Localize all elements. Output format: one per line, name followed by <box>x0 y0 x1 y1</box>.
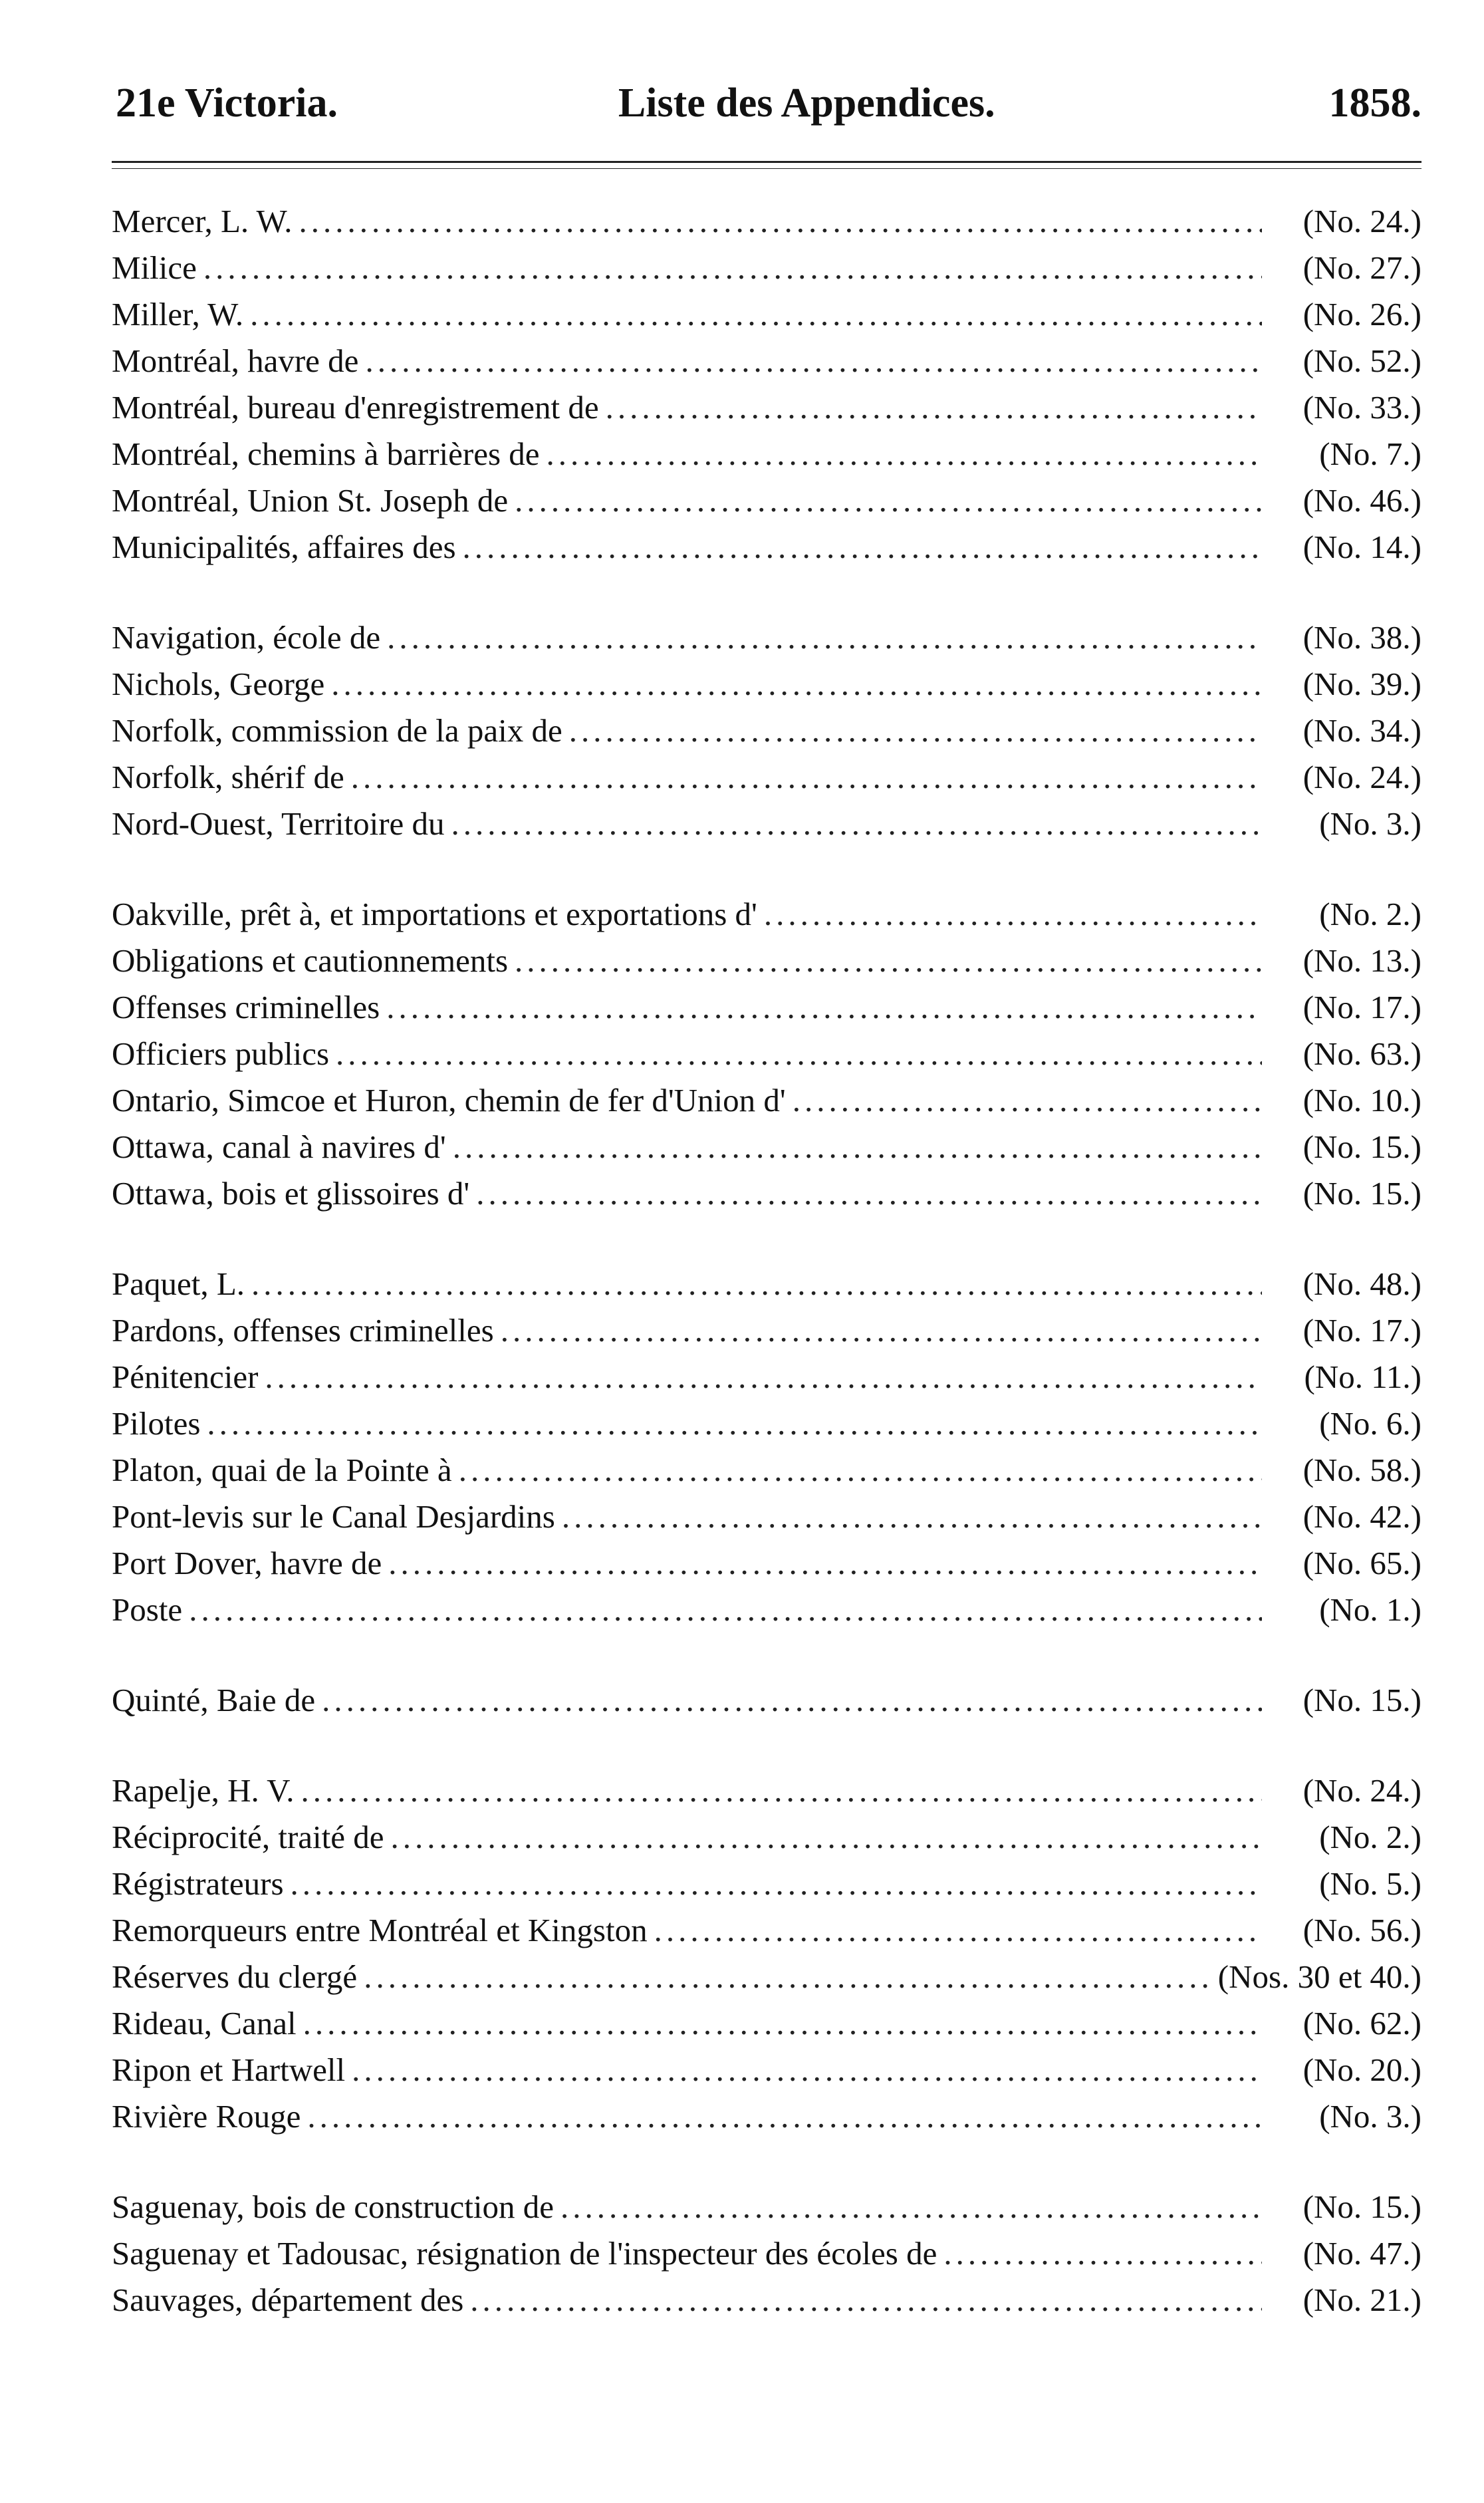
entry-term: Sauvages, département des <box>112 2282 464 2318</box>
entry-term: Régistrateurs <box>112 1865 284 1902</box>
dot-leader <box>322 1677 1262 1724</box>
index-entry <box>112 1494 1422 1540</box>
index-entry <box>112 198 1422 245</box>
index-section-o <box>112 891 1422 1217</box>
dot-leader <box>606 384 1262 431</box>
index-entry <box>112 1540 1422 1587</box>
entry-reference: (No. 6.) <box>1319 1405 1422 1442</box>
index-entry <box>112 2047 1422 2093</box>
index-entry <box>112 1814 1422 1861</box>
dot-leader <box>793 1077 1262 1124</box>
entry-term: Oakville, prêt à, et importations et exportations d' <box>112 896 757 932</box>
dot-leader <box>453 1124 1262 1170</box>
index-entry <box>112 938 1422 984</box>
header-year: 1858. <box>1328 80 1422 126</box>
index-entry <box>112 1170 1422 1217</box>
index-entry <box>112 1077 1422 1124</box>
dot-leader <box>654 1907 1262 1954</box>
dot-leader <box>501 1307 1262 1354</box>
index-entry <box>112 801 1422 847</box>
dot-leader <box>265 1354 1262 1400</box>
entry-term: Rapelje, H. V. <box>112 1772 295 1809</box>
entry-term: Norfolk, commission de la paix de <box>112 712 562 749</box>
entry-reference: (No. 27.) <box>1302 249 1422 286</box>
index-entry <box>112 524 1422 571</box>
index-entry <box>112 1861 1422 1907</box>
index-entry <box>112 984 1422 1031</box>
page-header <box>112 80 1422 146</box>
entry-reference: (No. 15.) <box>1302 1128 1422 1165</box>
entry-term: Municipalités, affaires des <box>112 529 456 565</box>
entry-term: Pilotes <box>112 1405 201 1442</box>
index-entry <box>112 1587 1422 1633</box>
entry-term: Montréal, havre de <box>112 342 359 379</box>
dot-leader <box>386 984 1262 1031</box>
entry-reference: (No. 17.) <box>1302 1312 1422 1349</box>
entry-term: Obligations et cautionnements <box>112 942 509 979</box>
entry-term: Platon, quai de la Pointe à <box>112 1452 452 1488</box>
dot-leader <box>515 477 1262 524</box>
index-entry <box>112 891 1422 938</box>
index-entry <box>112 1447 1422 1494</box>
entry-reference: (No. 34.) <box>1302 712 1422 749</box>
dot-leader <box>203 245 1262 291</box>
dot-leader <box>364 1954 1211 2000</box>
index-entry <box>112 2000 1422 2047</box>
index-section-s <box>112 2184 1422 2323</box>
dot-leader <box>331 661 1262 708</box>
entry-reference: (No. 15.) <box>1302 1175 1422 1212</box>
index-entry <box>112 1031 1422 1077</box>
dot-leader <box>547 431 1262 477</box>
entry-reference: (No. 3.) <box>1319 2098 1422 2135</box>
entry-reference: (No. 5.) <box>1319 1865 1422 1902</box>
dot-leader <box>251 1261 1262 1307</box>
dot-leader <box>207 1400 1262 1447</box>
entry-term: Montréal, chemins à barrières de <box>112 436 540 472</box>
dot-leader <box>303 2000 1262 2047</box>
index-page <box>112 80 1422 2367</box>
entry-reference: (No. 2.) <box>1319 896 1422 932</box>
dot-leader <box>764 891 1262 938</box>
index-entry <box>112 2093 1422 2140</box>
dot-leader <box>336 1031 1262 1077</box>
entry-term: Ottawa, canal à navires d' <box>112 1128 446 1165</box>
dot-leader <box>569 708 1262 754</box>
entry-reference: (No. 14.) <box>1302 529 1422 565</box>
entry-reference: (No. 7.) <box>1319 436 1422 472</box>
entry-reference: (No. 39.) <box>1302 666 1422 702</box>
entry-term: Ripon et Hartwell <box>112 2051 346 2088</box>
dot-leader <box>365 338 1262 384</box>
entry-term: Réserves du clergé <box>112 1958 358 1995</box>
index-entry <box>112 431 1422 477</box>
entry-term: Nichols, George <box>112 666 325 702</box>
header-rule <box>112 161 1422 169</box>
entry-reference: (No. 65.) <box>1302 1545 1422 1581</box>
entry-term: Navigation, école de <box>112 619 381 656</box>
entry-reference: (Nos. 30 et 40.) <box>1217 1958 1422 1995</box>
entry-reference: (No. 20.) <box>1302 2051 1422 2088</box>
entry-reference: (No. 24.) <box>1302 759 1422 795</box>
entry-reference: (No. 26.) <box>1302 296 1422 332</box>
dot-leader <box>291 1861 1262 1907</box>
entry-reference: (No. 58.) <box>1302 1452 1422 1488</box>
entry-reference: (No. 2.) <box>1319 1819 1422 1855</box>
entry-term: Montréal, bureau d'enregistrement de <box>112 389 599 426</box>
entry-term: Norfolk, shérif de <box>112 759 344 795</box>
entry-reference: (No. 46.) <box>1302 482 1422 519</box>
index-entry <box>112 245 1422 291</box>
entry-reference: (No. 13.) <box>1302 942 1422 979</box>
index-entry <box>112 477 1422 524</box>
dot-leader <box>351 754 1262 801</box>
index-entry <box>112 2184 1422 2230</box>
entry-reference: (No. 1.) <box>1319 1591 1422 1628</box>
entry-term: Officiers publics <box>112 1035 330 1072</box>
index-entry <box>112 291 1422 338</box>
entry-term: Rivière Rouge <box>112 2098 301 2135</box>
entry-term: Nord-Ouest, Territoire du <box>112 805 445 842</box>
dot-leader <box>470 2277 1262 2323</box>
entry-term: Remorqueurs entre Montréal et Kingston <box>112 1912 648 1948</box>
index-section-m <box>112 198 1422 571</box>
entry-reference: (No. 33.) <box>1302 389 1422 426</box>
entry-reference: (No. 21.) <box>1302 2282 1422 2318</box>
entry-reference: (No. 15.) <box>1302 1682 1422 1718</box>
dot-leader <box>387 614 1262 661</box>
dot-leader <box>189 1587 1262 1633</box>
entry-reference: (No. 10.) <box>1302 1082 1422 1119</box>
index-entry <box>112 1261 1422 1307</box>
entry-reference: (No. 63.) <box>1302 1035 1422 1072</box>
index-entry <box>112 384 1422 431</box>
entry-reference: (No. 62.) <box>1302 2005 1422 2042</box>
entry-term: Port Dover, havre de <box>112 1545 382 1581</box>
dot-leader <box>352 2047 1262 2093</box>
entry-reference: (No. 47.) <box>1302 2235 1422 2272</box>
entry-reference: (No. 3.) <box>1319 805 1422 842</box>
index-section-n <box>112 614 1422 847</box>
header-session: 21e Victoria. <box>116 80 338 126</box>
index-entry <box>112 754 1422 801</box>
entry-reference: (No. 24.) <box>1302 1772 1422 1809</box>
dot-leader <box>299 198 1262 245</box>
dot-leader <box>943 2230 1262 2277</box>
dot-leader <box>451 801 1262 847</box>
index-entry <box>112 708 1422 754</box>
entry-reference: (No. 17.) <box>1302 989 1422 1025</box>
dot-leader <box>307 2093 1262 2140</box>
index-entry <box>112 661 1422 708</box>
index-entry <box>112 1768 1422 1814</box>
entry-term: Saguenay et Tadousac, résignation de l'inspecteur des écoles de <box>112 2235 937 2272</box>
entry-term: Milice <box>112 249 197 286</box>
dot-leader <box>301 1768 1262 1814</box>
entry-term: Pont-levis sur le Canal Desjardins <box>112 1498 555 1535</box>
index-entry <box>112 614 1422 661</box>
dot-leader <box>250 291 1262 338</box>
index-entry <box>112 1677 1422 1724</box>
entry-reference: (No. 38.) <box>1302 619 1422 656</box>
index-entry <box>112 2230 1422 2277</box>
dot-leader <box>476 1170 1262 1217</box>
index-entry <box>112 1954 1422 2000</box>
entry-reference: (No. 42.) <box>1302 1498 1422 1535</box>
entry-term: Poste <box>112 1591 183 1628</box>
index-entry <box>112 1354 1422 1400</box>
entry-term: Paquet, L. <box>112 1265 245 1302</box>
appendix-index <box>112 198 1422 2323</box>
index-section-p <box>112 1261 1422 1633</box>
entry-term: Pénitencier <box>112 1359 259 1395</box>
index-section-r <box>112 1768 1422 2140</box>
entry-reference: (No. 52.) <box>1302 342 1422 379</box>
entry-term: Rideau, Canal <box>112 2005 297 2042</box>
index-entry <box>112 1124 1422 1170</box>
entry-term: Montréal, Union St. Joseph de <box>112 482 509 519</box>
index-section-q <box>112 1677 1422 1724</box>
index-entry <box>112 2277 1422 2323</box>
entry-term: Offenses criminelles <box>112 989 380 1025</box>
dot-leader <box>560 2184 1262 2230</box>
index-entry <box>112 1307 1422 1354</box>
dot-leader <box>562 1494 1262 1540</box>
entry-term: Quinté, Baie de <box>112 1682 316 1718</box>
entry-reference: (No. 15.) <box>1302 2188 1422 2225</box>
dot-leader <box>515 938 1262 984</box>
entry-term: Ottawa, bois et glissoires d' <box>112 1175 470 1212</box>
dot-leader <box>463 524 1262 571</box>
entry-reference: (No. 11.) <box>1304 1359 1422 1395</box>
index-entry <box>112 338 1422 384</box>
entry-reference: (No. 24.) <box>1302 203 1422 239</box>
entry-term: Ontario, Simcoe et Huron, chemin de fer d'Union d' <box>112 1082 786 1119</box>
entry-term: Mercer, L. W. <box>112 203 293 239</box>
dot-leader <box>388 1540 1262 1587</box>
header-title: Liste des Appendices. <box>618 80 995 126</box>
dot-leader <box>391 1814 1263 1861</box>
index-entry <box>112 1907 1422 1954</box>
dot-leader <box>459 1447 1262 1494</box>
entry-term: Réciprocité, traité de <box>112 1819 384 1855</box>
entry-reference: (No. 48.) <box>1302 1265 1422 1302</box>
entry-term: Miller, W. <box>112 296 244 332</box>
entry-term: Pardons, offenses criminelles <box>112 1312 494 1349</box>
entry-reference: (No. 56.) <box>1302 1912 1422 1948</box>
entry-term: Saguenay, bois de construction de <box>112 2188 554 2225</box>
index-entry <box>112 1400 1422 1447</box>
